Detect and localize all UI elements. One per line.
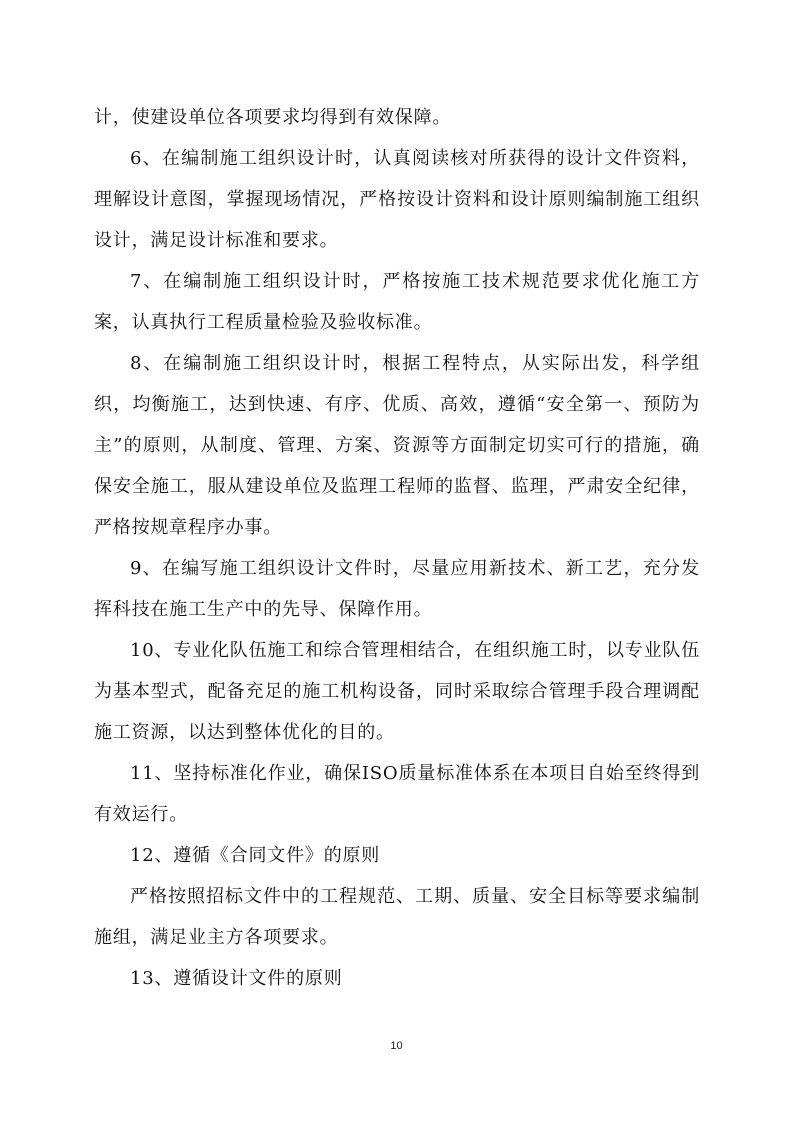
paragraph-item-9: 9、在编写施工组织设计文件时，尽量应用新技术、新工艺，充分发挥科技在施工生产中的先导、保障作用。: [94, 558, 700, 620]
paragraph-item-10: 10、专业化队伍施工和综合管理相结合，在组织施工时，以专业队伍为基本型式，配备充足的施工机构设备，同时采取综合管理手段合理调配施工资源，以达到整体优化的目的。: [94, 640, 700, 743]
body-text: [94, 97, 700, 999]
paragraph-item-13-heading: 13、遵循设计文件的原则: [130, 968, 343, 989]
paragraph-item-12-heading: 12、遵循《合同文件》的原则: [130, 845, 381, 866]
paragraph-item-11: 11、坚持标准化作业，确保ISO质量标准体系在本项目自始至终得到有效运行。: [94, 763, 700, 825]
page-number: 10: [390, 1040, 403, 1052]
paragraph-item-7: 7、在编制施工组织设计时，严格按施工技术规范要求优化施工方案，认真执行工程质量检验及验收标准。: [94, 271, 700, 333]
paragraph-continuation: 计，使建设单位各项要求均得到有效保障。: [94, 107, 452, 128]
paragraph-item-12-body: 严格按照招标文件中的工程规范、工期、质量、安全目标等要求编制施组，满足业主方各项要求。: [94, 886, 700, 948]
paragraph-item-6: 6、在编制施工组织设计时，认真阅读核对所获得的设计文件资料，理解设计意图，掌握现场情况，严格按设计资料和设计原则编制施工组织设计，满足设计标准和要求。: [94, 148, 700, 251]
paragraph-item-8: 8、在编制施工组织设计时，根据工程特点，从实际出发，科学组织，均衡施工，达到快速、有序、优质、高效，遵循“安全第一、预防为主”的原则，从制度、管理、方案、资源等方面制定切实可行的措施，确保安全施工，服从建设单位及监理工程师的监督、监理，严肃安全纪律，严格按规章程序办事。: [94, 353, 700, 538]
